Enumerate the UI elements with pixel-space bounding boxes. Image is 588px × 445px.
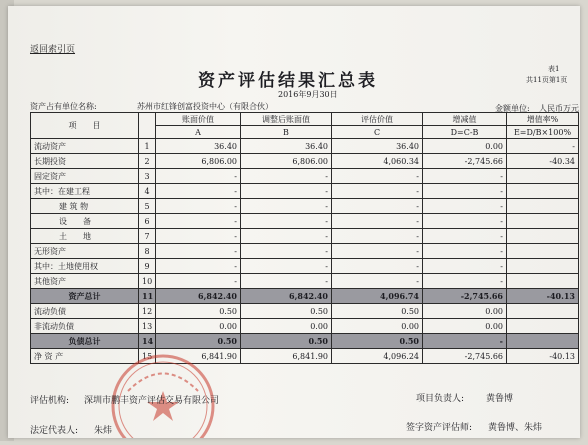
currency-unit-value: 人民币万元 (539, 104, 579, 113)
cell-no: 2 (139, 154, 156, 169)
cell-adjusted: - (241, 169, 332, 184)
cell-adjusted: - (241, 229, 332, 244)
cell-appraised: 36.40 (332, 139, 423, 154)
signing-appraiser-names: 黄鲁博、朱炜 (488, 423, 543, 433)
cell-adjusted: 0.50 (241, 304, 332, 319)
cell-change: - (423, 334, 507, 349)
cell-book: - (156, 259, 241, 274)
header-rate: 增值率% (507, 113, 579, 126)
cell-appraised: 4,060.34 (332, 154, 423, 169)
table-row (31, 199, 579, 214)
header-book-value: 账面价值 (156, 113, 241, 126)
cell-change: -2,745.66 (423, 349, 507, 364)
cell-adjusted: - (241, 244, 332, 259)
cell-adjusted: - (241, 274, 332, 289)
table-row (31, 274, 579, 289)
cell-item: 其他资产 (31, 274, 139, 289)
cell-appraised: - (332, 229, 423, 244)
entity-name: 苏州市红锋创富投资中心（有限合伙） (137, 102, 273, 111)
cell-change: - (423, 229, 507, 244)
cell-no: 10 (139, 274, 156, 289)
cell-change: 0.00 (423, 139, 507, 154)
cell-rate (507, 274, 579, 289)
cell-adjusted: - (241, 199, 332, 214)
cell-book: - (156, 169, 241, 184)
cell-rate: -40.13 (507, 289, 579, 304)
cell-change: 0.00 (423, 319, 507, 334)
cell-item: 无形资产 (31, 244, 139, 259)
cell-no: 15 (139, 349, 156, 364)
cell-book: 36.40 (156, 139, 241, 154)
cell-item: 固定资产 (31, 169, 139, 184)
cell-item: 其中：土地使用权 (31, 259, 139, 274)
cell-rate (507, 229, 579, 244)
signing-appraiser-label: 签字资产评估师: (406, 423, 473, 433)
cell-change: - (423, 274, 507, 289)
cell-change: - (423, 184, 507, 199)
table-row (31, 259, 579, 274)
cell-book: - (156, 184, 241, 199)
cell-item: 流动资产 (31, 139, 139, 154)
header-appraised-value: 评估价值 (332, 113, 423, 126)
table-row (31, 184, 579, 199)
cell-appraised: - (332, 274, 423, 289)
header-change: 增减值 (423, 113, 507, 126)
cell-appraised: 4,096.24 (332, 349, 423, 364)
table-row (31, 169, 579, 184)
cell-item: 非流动负债 (31, 319, 139, 334)
cell-book: 6,841.90 (156, 349, 241, 364)
cell-item: 流动负债 (31, 304, 139, 319)
cell-appraised: - (332, 169, 423, 184)
cell-book: 0.50 (156, 334, 241, 349)
legal-rep-name: 朱炜 (94, 426, 113, 436)
cell-change: - (423, 169, 507, 184)
cell-change: 0.00 (423, 304, 507, 319)
cell-book: 0.50 (156, 304, 241, 319)
cell-no: 7 (139, 229, 156, 244)
cell-adjusted: - (241, 214, 332, 229)
project-manager-name: 黄鲁博 (486, 394, 514, 404)
cell-no: 9 (139, 259, 156, 274)
cell-adjusted: - (241, 184, 332, 199)
header-adjusted-value: 调整后账面值 (241, 113, 332, 126)
cell-no: 6 (139, 214, 156, 229)
cell-item: 建 筑 物 (31, 199, 139, 214)
page-title: 资产评估结果汇总表 (198, 71, 378, 91)
document-sheet (8, 6, 580, 438)
cell-change: -2,745.66 (423, 154, 507, 169)
cell-rate: -40.13 (507, 349, 579, 364)
currency-unit-label: 金额单位: (495, 104, 530, 113)
table-row (31, 154, 579, 169)
cell-appraised: 0.50 (332, 334, 423, 349)
cell-appraised: - (332, 244, 423, 259)
cell-adjusted: 6,842.40 (241, 289, 332, 304)
cell-book: - (156, 244, 241, 259)
table-row (31, 214, 579, 229)
header-item: 项 目 (31, 113, 139, 139)
cell-adjusted: 36.40 (241, 139, 332, 154)
back-to-index-link[interactable]: 返回索引页 (30, 45, 76, 55)
cell-book: - (156, 199, 241, 214)
cell-appraised: 0.50 (332, 304, 423, 319)
appraisal-org-name: 深圳市鹏丰资产评估交易有限公司 (84, 396, 220, 406)
cell-rate (507, 334, 579, 349)
table-row (31, 229, 579, 244)
cell-no: 12 (139, 304, 156, 319)
cell-item: 土 地 (31, 229, 139, 244)
cell-rate (507, 259, 579, 274)
cell-item: 其中：在建工程 (31, 184, 139, 199)
table-number: 表1 (548, 65, 560, 73)
cell-no: 14 (139, 334, 156, 349)
cell-appraised: - (332, 214, 423, 229)
cell-adjusted: - (241, 259, 332, 274)
cell-adjusted: 0.50 (241, 334, 332, 349)
table-body (31, 139, 579, 364)
cell-item: 净 资 产 (31, 349, 139, 364)
cell-no: 1 (139, 139, 156, 154)
cell-no: 3 (139, 169, 156, 184)
cell-adjusted: 6,841.90 (241, 349, 332, 364)
code-adjusted: B (241, 126, 332, 139)
table-row (31, 334, 579, 349)
cell-book: - (156, 214, 241, 229)
cell-appraised: - (332, 259, 423, 274)
cell-adjusted: 6,806.00 (241, 154, 332, 169)
code-change: D=C-B (423, 126, 507, 139)
table-row (31, 304, 579, 319)
code-rate: E=D/B×100% (507, 126, 579, 139)
cell-item: 资产总计 (31, 289, 139, 304)
cell-rate (507, 319, 579, 334)
appraisal-org-label: 评估机构: (30, 396, 70, 406)
cell-appraised: 4,096.74 (332, 289, 423, 304)
cell-book: 6,842.40 (156, 289, 241, 304)
cell-change: - (423, 199, 507, 214)
cell-change: -2,745.66 (423, 289, 507, 304)
report-date: 2016年9月30日 (278, 90, 338, 99)
entity-label: 资产占有单位名称: (30, 102, 97, 111)
cell-no: 11 (139, 289, 156, 304)
page-number: 共11页第1页 (526, 76, 568, 84)
cell-rate (507, 169, 579, 184)
code-book: A (156, 126, 241, 139)
cell-appraised: - (332, 199, 423, 214)
cell-book: 6,806.00 (156, 154, 241, 169)
cell-change: - (423, 244, 507, 259)
project-manager-label: 项目负责人: (416, 394, 465, 404)
cell-rate (507, 304, 579, 319)
table-row (31, 139, 579, 154)
legal-rep-label: 法定代表人: (30, 426, 79, 436)
header-no (139, 113, 156, 139)
cell-appraised: - (332, 184, 423, 199)
cell-rate: - (507, 139, 579, 154)
cell-rate (507, 214, 579, 229)
cell-book: - (156, 274, 241, 289)
cell-item: 设 备 (31, 214, 139, 229)
cell-adjusted: 0.00 (241, 319, 332, 334)
cell-no: 4 (139, 184, 156, 199)
cell-appraised: 0.00 (332, 319, 423, 334)
cell-no: 8 (139, 244, 156, 259)
table-row (31, 319, 579, 334)
cell-rate: -40.34 (507, 154, 579, 169)
valuation-summary-table (30, 112, 579, 364)
cell-no: 13 (139, 319, 156, 334)
cell-rate (507, 184, 579, 199)
code-appraised: C (332, 126, 423, 139)
cell-rate (507, 199, 579, 214)
cell-item: 长期投资 (31, 154, 139, 169)
table-row (31, 289, 579, 304)
cell-rate (507, 244, 579, 259)
table-row (31, 244, 579, 259)
cell-item: 负债总计 (31, 334, 139, 349)
cell-no: 5 (139, 199, 156, 214)
cell-book: - (156, 229, 241, 244)
cell-book: 0.00 (156, 319, 241, 334)
cell-change: - (423, 259, 507, 274)
cell-change: - (423, 214, 507, 229)
